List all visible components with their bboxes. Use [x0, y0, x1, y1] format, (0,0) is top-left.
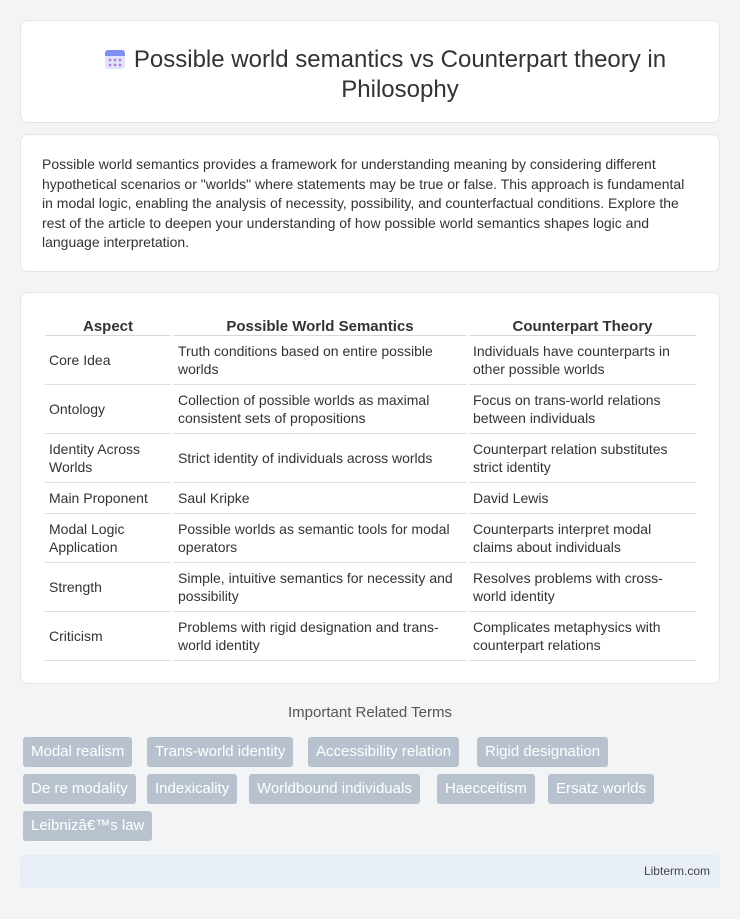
related-term-tag[interactable]: Leibnizâ€™s law — [23, 811, 152, 841]
table-cell: Simple, intuitive semantics for necessity and possibility — [174, 563, 466, 612]
table-cell: Strength — [45, 563, 171, 612]
table-cell: Collection of possible worlds as maximal consistent sets of propositions — [174, 385, 466, 434]
table-cell: Criticism — [45, 612, 171, 661]
table-cell: Focus on trans-world relations between individuals — [469, 385, 696, 434]
related-terms-title: Important Related Terms — [288, 704, 452, 721]
table-cell: Possible worlds as semantic tools for modal operators — [174, 514, 466, 563]
table-cell: David Lewis — [469, 483, 696, 514]
table-cell: Identity Across Worlds — [45, 434, 171, 483]
table-row — [45, 434, 696, 483]
table-row — [45, 336, 696, 385]
table-cell: Complicates metaphysics with counterpart relations — [469, 612, 696, 661]
table-cell: Problems with rigid designation and trans-world identity — [174, 612, 466, 661]
intro-card — [20, 134, 720, 272]
table-row — [45, 483, 696, 514]
related-term-tag[interactable]: Modal realism — [23, 737, 132, 767]
footer-site-link[interactable]: Libterm.com — [643, 864, 710, 878]
intro-paragraph: Possible world semantics provides a framework for understanding meaning by considering different hypothetical scenarios or "worlds" where statements may be true or false. This approach is fundamental in modal logic, enabling the analysis of necessity, possibility, and counterfactual conditions. Explore the rest of the article to deepen your understanding of how possible world semantics shapes logic and language interpretation. — [42, 156, 685, 251]
table-cell: Ontology — [45, 385, 171, 434]
table-cell: Strict identity of individuals across worlds — [174, 434, 466, 483]
related-term-tag[interactable]: Worldbound individuals — [249, 774, 420, 804]
related-term-tag[interactable]: Trans-world identity — [147, 737, 293, 767]
comparison-table-card — [20, 292, 720, 684]
table-cell: Counterparts interpret modal claims about individuals — [469, 514, 696, 563]
table-cell: Resolves problems with cross-world identity — [469, 563, 696, 612]
table-row — [45, 385, 696, 434]
table-row — [45, 563, 696, 612]
page-title: Possible world semantics vs Counterpart theory in Philosophy — [133, 46, 667, 103]
table-row — [45, 514, 696, 563]
comparison-table — [42, 315, 699, 661]
related-term-tag[interactable]: De re modality — [23, 774, 136, 804]
related-term-tag[interactable]: Accessibility relation — [308, 737, 459, 767]
related-term-tag[interactable]: Rigid designation — [477, 737, 608, 767]
footer — [20, 855, 720, 888]
column-header: Aspect — [45, 315, 171, 336]
related-term-tag[interactable]: Haecceitism — [437, 774, 535, 804]
table-cell: Counterpart relation substitutes strict identity — [469, 434, 696, 483]
column-header: Counterpart Theory — [469, 315, 696, 336]
table-header-row — [45, 315, 696, 336]
column-header: Possible World Semantics — [174, 315, 466, 336]
related-term-tag[interactable]: Indexicality — [147, 774, 237, 804]
table-cell: Individuals have counterparts in other possible worlds — [469, 336, 696, 385]
table-cell: Truth conditions based on entire possible worlds — [174, 336, 466, 385]
table-cell: Saul Kripke — [174, 483, 466, 514]
table-row — [45, 612, 696, 661]
table-cell: Core Idea — [45, 336, 171, 385]
related-term-tag[interactable]: Ersatz worlds — [548, 774, 654, 804]
table-cell: Main Proponent — [45, 483, 171, 514]
table-cell: Modal Logic Application — [45, 514, 171, 563]
title-card — [20, 20, 720, 123]
